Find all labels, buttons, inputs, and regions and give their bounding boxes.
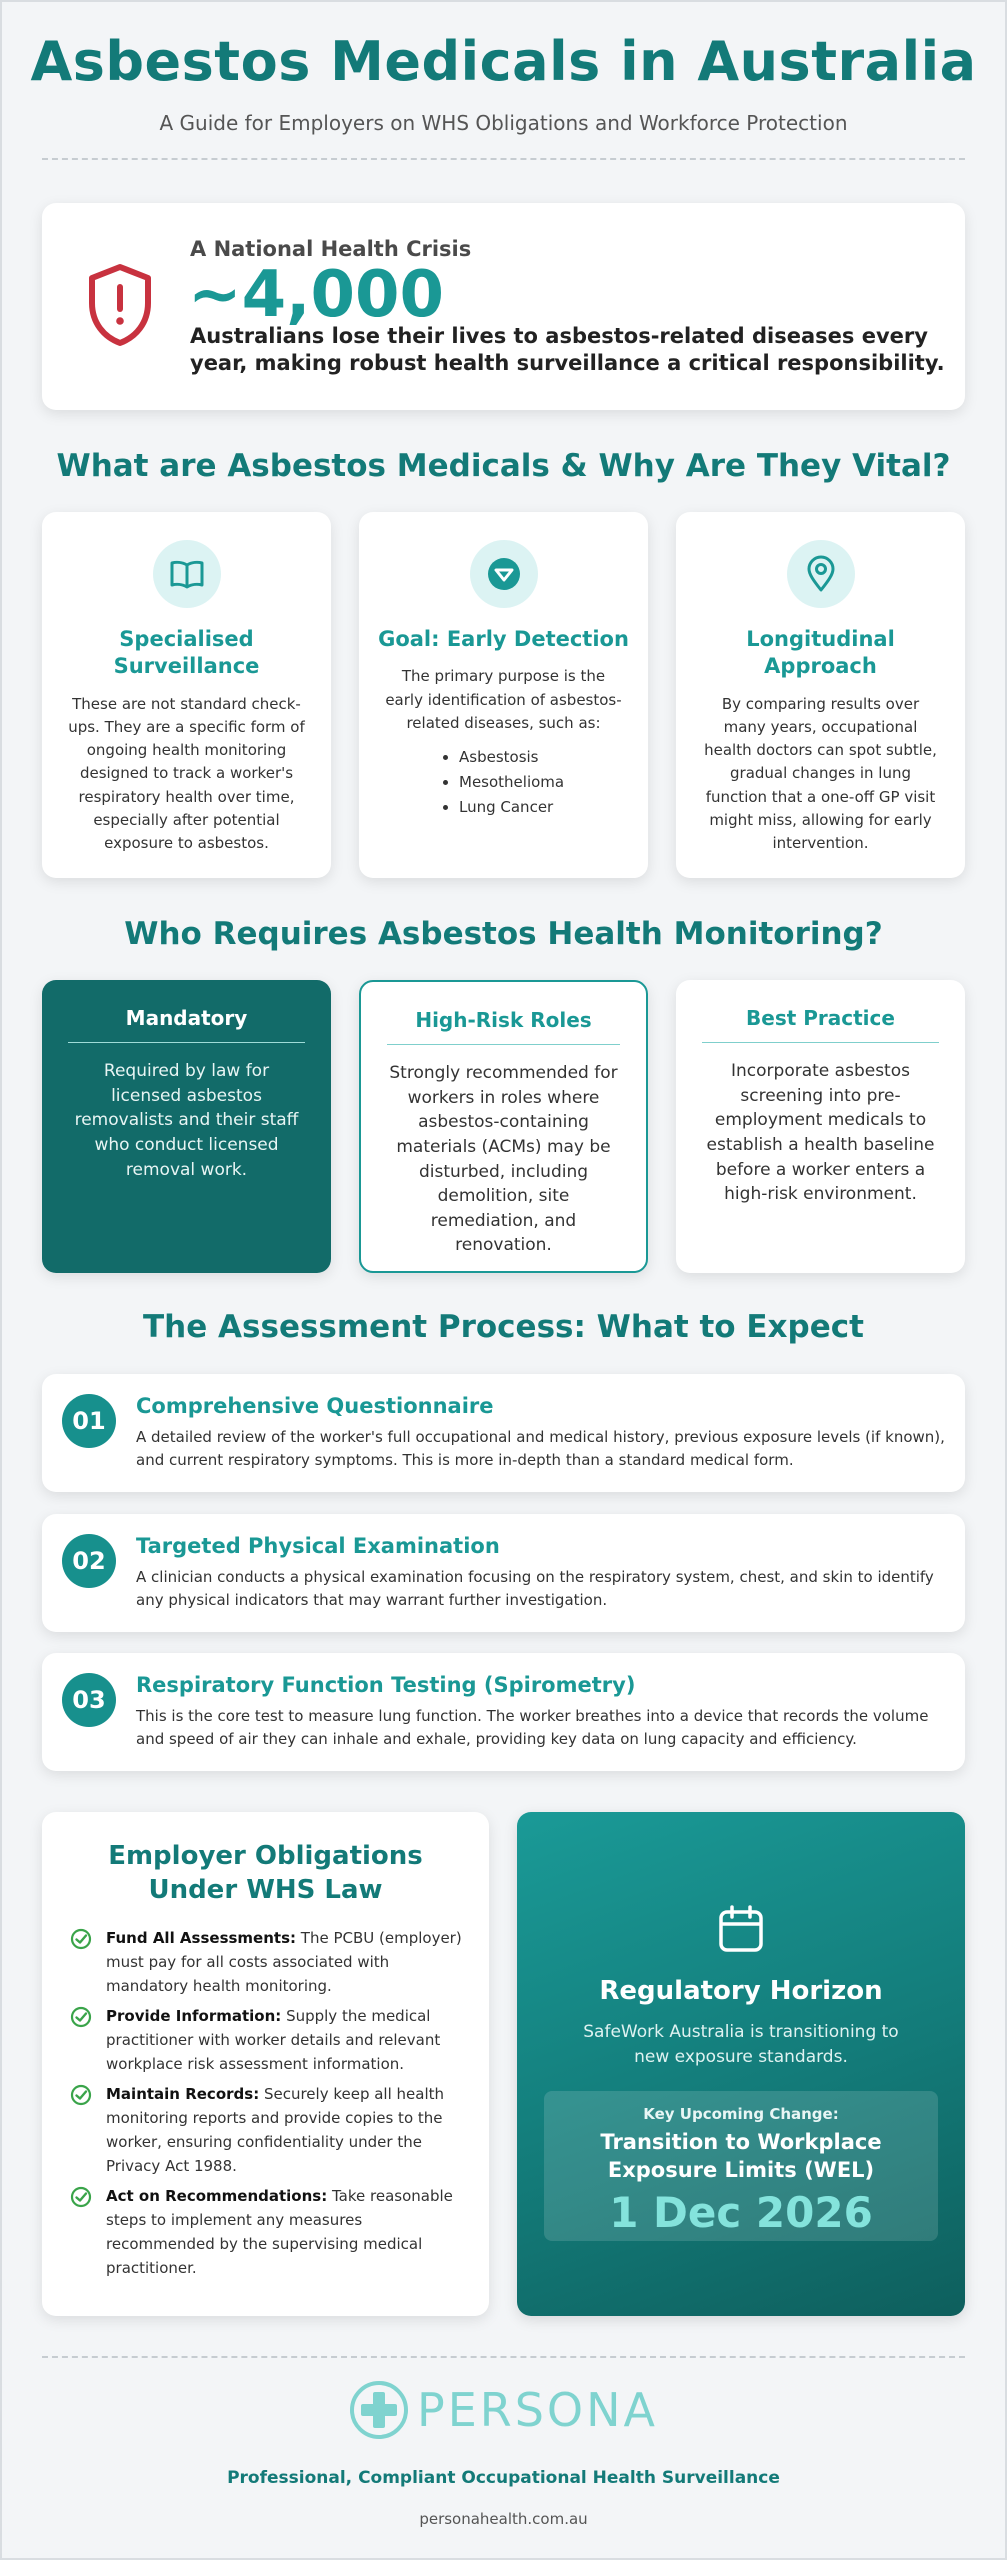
step-number: 01 [62, 1394, 116, 1448]
obligation-heading: Fund All Assessments: [106, 1929, 297, 1947]
crisis-card [42, 203, 965, 410]
step-text: A clinician conducts a physical examination focusing on the respiratory system, chest, and skin to identify any physical indicators that may warrant further investigation. [136, 1568, 934, 1610]
obligations-title: Employer Obligations Under WHS Law [108, 1841, 423, 1905]
feature-text: By comparing results over many years, occupational health doctors can spot subtle, gradual changes in lung function that a one-off GP visit might miss, allowing for early intervention. [704, 694, 937, 853]
medical-cross-icon [349, 2380, 409, 2440]
key-change-label: Key Upcoming Change: [643, 2105, 839, 2124]
key-change-date: 1 Dec 2026 [609, 2187, 873, 2237]
obligations-card [42, 1812, 489, 2316]
obligation-text [106, 2004, 470, 2076]
obligation-detail: Securely keep all health monitoring reports and provide copies to the worker, ensuring confidentiality under the Privacy Act 1988. [106, 2085, 445, 2175]
persona-logo [349, 2380, 658, 2440]
obligation-item [70, 2184, 470, 2280]
requirement-text: Strongly recommended for workers in roles where asbestos-containing materials (ACMs) may be disturbed, including demolition, site remediation, and renovation. [389, 1063, 618, 1256]
who-section-title: Who Requires Asbestos Health Monitoring? [124, 916, 883, 952]
list-item: • Lung Cancer [459, 795, 648, 820]
process-step-1 [42, 1374, 965, 1492]
list-item: • Asbestosis [459, 745, 648, 770]
check-circle-icon [70, 2186, 92, 2208]
check-circle-icon [70, 2006, 92, 2028]
step-title: Comprehensive Questionnaire [136, 1394, 494, 1418]
requirement-card-best-practice [676, 980, 965, 1273]
obligation-item [70, 2082, 470, 2178]
crisis-text: Australians lose their lives to asbestos-related diseases every year, making robust health surveillance a critical responsibility. [190, 324, 945, 376]
crisis-label: A National Health Crisis [190, 237, 472, 261]
obligation-text [106, 2082, 470, 2178]
obligation-item [70, 1926, 470, 1998]
process-step-3 [42, 1653, 965, 1771]
obligation-detail: Supply the medical practitioner with worker details and relevant workplace risk assessment information. [106, 2007, 441, 2073]
page-title: Asbestos Medicals in Australia [30, 30, 977, 93]
page-subtitle: A Guide for Employers on WHS Obligations and Workforce Protection [159, 111, 848, 135]
obligation-detail: Take reasonable steps to implement any measures recommended by the supervising medical practitioner. [106, 2187, 453, 2277]
logo-text: PERSONA [416, 2383, 659, 2437]
feature-title: Specialised Surveillance [113, 627, 260, 679]
horizon-title: Regulatory Horizon [599, 1976, 883, 2006]
feature-text: These are not standard check-ups. They are a specific form of ongoing health monitoring designed to track a worker's respiratory health over time, especially after potential exposure to asbestos. [68, 694, 305, 853]
footer-divider [42, 2356, 965, 2358]
feature-card-surveillance [42, 512, 331, 878]
obligation-heading: Act on Recommendations: [106, 2187, 328, 2205]
obligation-detail: The PCBU (employer) must pay for all costs associated with mandatory health monitoring. [106, 1929, 462, 1995]
step-number: 03 [62, 1673, 116, 1727]
feature-title: Longitudinal Approach [746, 627, 895, 679]
header-divider [42, 158, 965, 160]
horizon-description: SafeWork Australia is transitioning to new exposure standards. [583, 2022, 899, 2067]
feature-card-longitudinal [676, 512, 965, 878]
shield-alert-icon [84, 263, 156, 347]
calendar-icon [717, 1904, 765, 1954]
obligation-text [106, 2184, 470, 2280]
obligation-heading: Maintain Records: [106, 2085, 260, 2103]
step-number: 02 [62, 1534, 116, 1588]
requirement-title: Best Practice [702, 1006, 939, 1043]
step-title: Respiratory Function Testing (Spirometry) [136, 1673, 636, 1697]
step-text: A detailed review of the worker's full occupational and medical history, previous exposure levels (if known), and current respiratory symptoms. This is more in-depth than a standard medical form. [136, 1428, 945, 1470]
check-circle-icon [70, 2084, 92, 2106]
footer-tagline: Professional, Compliant Occupational Health Surveillance [227, 2468, 780, 2488]
key-change-title: Transition to Workplace Exposure Limits (WEL) [600, 2130, 882, 2182]
crisis-stat: ~4,000 [188, 258, 445, 332]
page-header [0, 30, 1007, 135]
requirement-text: Incorporate asbestos screening into pre-employment medicals to establish a health baseline before a worker enters a high-risk environment. [706, 1061, 935, 1205]
footer-url[interactable]: personahealth.com.au [419, 2510, 588, 2528]
regulatory-horizon-card [517, 1812, 965, 2316]
list-item: • Mesothelioma [459, 770, 648, 795]
requirement-title: High-Risk Roles [387, 1008, 620, 1045]
key-change-box [544, 2091, 938, 2241]
location-pin-icon [787, 540, 855, 608]
what-section-title: What are Asbestos Medicals & Why Are They Vital? [56, 448, 951, 484]
process-section-title: The Assessment Process: What to Expect [143, 1309, 864, 1345]
feature-card-detection [359, 512, 648, 878]
requirement-text: Required by law for licensed asbestos removalists and their staff who conduct licensed removal work. [74, 1061, 299, 1180]
disease-list [459, 745, 648, 819]
feature-text: The primary purpose is the early identification of asbestos-related diseases, such as: [385, 667, 622, 732]
step-text: This is the core test to measure lung function. The worker breathes into a device that records the volume and speed of air they can inhale and exhale, providing key data on lung capacity and efficiency. [136, 1707, 929, 1749]
footer [0, 2380, 1007, 2528]
process-step-2 [42, 1514, 965, 1632]
book-icon [153, 540, 221, 608]
step-title: Targeted Physical Examination [136, 1534, 500, 1558]
obligation-item [70, 2004, 470, 2076]
requirement-card-mandatory [42, 980, 331, 1273]
requirement-card-high-risk [359, 980, 648, 1273]
feature-title: Goal: Early Detection [378, 627, 629, 651]
check-circle-icon [70, 1928, 92, 1950]
requirement-title: Mandatory [68, 1006, 305, 1043]
target-icon [470, 540, 538, 608]
obligation-heading: Provide Information: [106, 2007, 282, 2025]
obligation-text [106, 1926, 470, 1998]
